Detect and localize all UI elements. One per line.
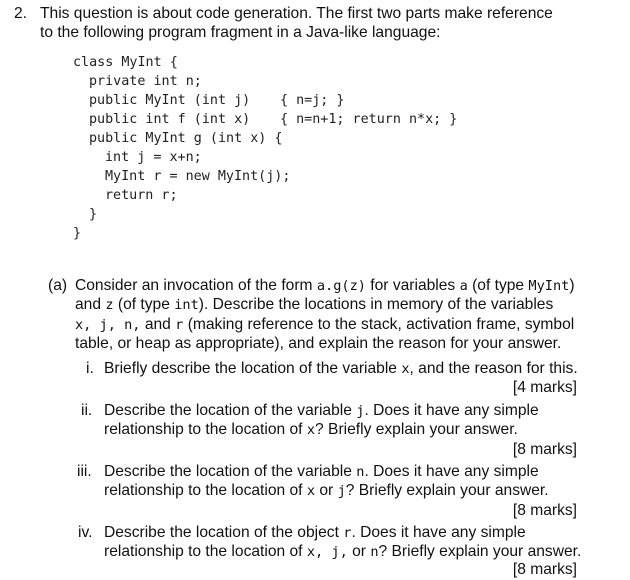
code-line: private int n; (89, 74, 202, 89)
item-i-marks: [4 marks] (512, 379, 577, 396)
code-line: int j = x+n; (105, 150, 202, 165)
item-ii-label: ii. (81, 402, 93, 419)
item-i-label: i. (86, 360, 94, 377)
item-iii-label: iii. (77, 463, 92, 480)
item-i-line-1: Briefly describe the location of the variable x, and the reason for this. (104, 360, 578, 377)
question-intro-line-2: to the following program fragment in a Java-like language: (40, 24, 441, 41)
part-a-line-2: and z (of type int). Describe the locations in memory of the variables (75, 296, 554, 313)
part-a-label: (a) (48, 277, 68, 294)
code-line: MyInt r = new MyInt(j); (105, 169, 291, 184)
item-ii-marks: [8 marks] (512, 441, 577, 458)
item-iii-line-2: relationship to the location of x or j? Briefly explain your answer. (104, 482, 549, 499)
item-ii-line-1: Describe the location of the variable j. Does it have any simple (104, 402, 539, 419)
code-line: } (73, 226, 82, 241)
item-iv-label: iv. (78, 524, 93, 541)
item-ii-line-2: relationship to the location of x? Briefly explain your answer. (104, 421, 518, 438)
part-a-line-1: Consider an invocation of the form a.g(z) for variables a (of type MyInt) (75, 277, 575, 294)
part-a-line-4: table, or heap as appropriate), and explain the reason for your answer. (75, 335, 562, 352)
item-iv-line-2: relationship to the location of x, j, or n? Briefly explain your answer. (104, 543, 582, 560)
code-line-body: { n=j; } (280, 93, 345, 108)
question-number: 2. (14, 5, 28, 22)
item-iv-line-1: Describe the location of the object r. Does it have any simple (104, 524, 526, 541)
code-line: } (89, 207, 98, 222)
item-iii-line-1: Describe the location of the variable n. Does it have any simple (104, 463, 539, 480)
code-line: public MyInt g (int x) { (89, 131, 283, 146)
part-a-line-3: x, j, n, and r (making reference to the stack, activation frame, symbol (75, 316, 575, 333)
item-iii-marks: [8 marks] (512, 502, 577, 519)
code-line: public MyInt (int j) (89, 93, 251, 108)
code-line-body: { n=n+1; return n*x; } (280, 112, 458, 127)
question-intro-line-1: This question is about code generation. The first two parts make reference (40, 5, 553, 22)
item-iv-marks: [8 marks] (512, 561, 577, 578)
code-line: return r; (105, 188, 178, 203)
code-line: class MyInt { (73, 55, 178, 70)
code-line: public int f (int x) (89, 112, 251, 127)
